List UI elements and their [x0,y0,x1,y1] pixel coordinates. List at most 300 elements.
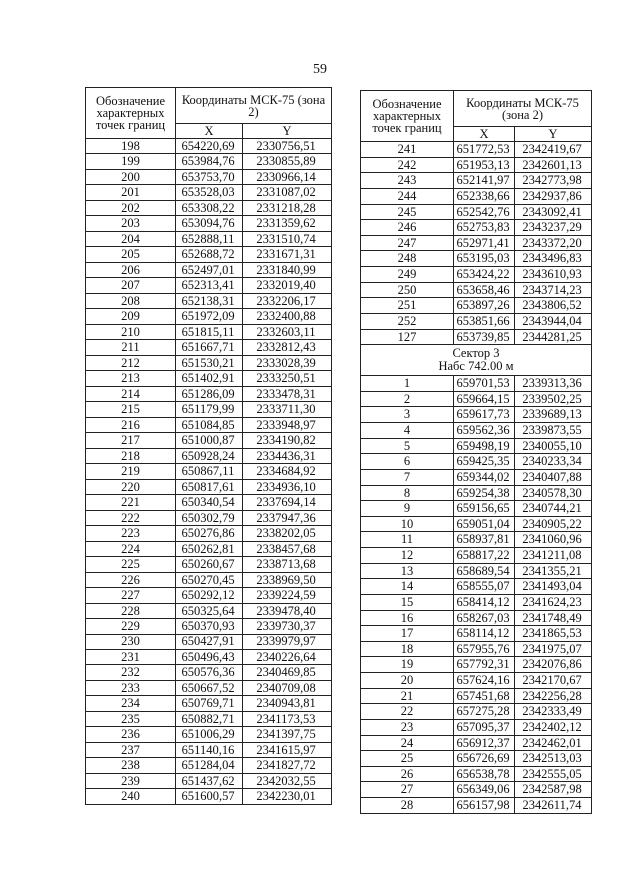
x-cell: 657451,68 [454,688,515,704]
y-cell: 2339689,13 [515,407,592,423]
point-id-cell: 3 [361,407,454,423]
y-cell: 2339979,97 [243,634,332,649]
point-id-cell: 28 [361,798,454,814]
point-id-cell: 20 [361,673,454,689]
table-row [86,247,332,262]
y-cell: 2343610,93 [515,267,592,283]
point-id-cell: 17 [361,626,454,642]
point-id-cell: 211 [86,340,176,355]
table-row [86,262,332,277]
x-cell: 653528,03 [176,185,243,200]
table-row [86,510,332,525]
y-cell: 2342333,49 [515,704,592,720]
x-cell: 652971,41 [454,235,515,251]
x-cell: 658414,12 [454,594,515,610]
table-row [86,696,332,711]
point-id-cell: 208 [86,293,176,308]
y-cell: 2339313,36 [515,376,592,392]
x-cell: 650667,52 [176,680,243,695]
y-cell: 2334684,92 [243,464,332,479]
x-cell: 650867,11 [176,464,243,479]
x-cell: 659344,02 [454,469,515,485]
y-cell: 2332603,11 [243,324,332,339]
y-cell: 2341397,75 [243,727,332,742]
point-id-cell: 210 [86,324,176,339]
y-cell: 2342032,55 [243,773,332,788]
y-cell: 2330855,89 [243,154,332,169]
x-cell: 659156,65 [454,501,515,517]
table-row [361,719,592,735]
y-cell: 2342555,05 [515,766,592,782]
x-cell: 657955,76 [454,641,515,657]
table-row [361,751,592,767]
point-id-cell: 252 [361,313,454,329]
x-cell: 650576,36 [176,665,243,680]
y-cell: 2341060,96 [515,532,592,548]
table-row [361,188,592,204]
point-id-cell: 6 [361,454,454,470]
table-row [361,391,592,407]
table-row [86,727,332,742]
table-row [361,267,592,283]
point-id-cell: 213 [86,371,176,386]
y-cell: 2341615,97 [243,742,332,757]
point-id-cell: 219 [86,464,176,479]
point-id-cell: 16 [361,610,454,626]
point-id-cell: 231 [86,649,176,664]
table-row [86,464,332,479]
table-row [86,758,332,773]
table-row [361,688,592,704]
x-cell: 653753,70 [176,169,243,184]
point-id-cell: 204 [86,231,176,246]
table-row [361,220,592,236]
x-cell: 651179,99 [176,402,243,417]
x-cell: 659425,35 [454,454,515,470]
table-row [361,798,592,814]
x-cell: 658689,54 [454,563,515,579]
y-cell: 2340709,08 [243,680,332,695]
x-cell: 652313,41 [176,278,243,293]
designation-header: Обозначение характерных точек границ [86,88,176,139]
x-cell: 651140,16 [176,742,243,757]
table-row [86,309,332,324]
point-id-cell: 223 [86,526,176,541]
y-cell: 2342773,98 [515,173,592,189]
table-row [86,572,332,587]
sector-name: Сектор 3 [452,346,500,361]
point-id-cell: 217 [86,433,176,448]
x-cell: 651667,71 [176,340,243,355]
point-id-cell: 242 [361,157,454,173]
point-id-cell: 202 [86,200,176,215]
x-cell: 651953,13 [454,157,515,173]
point-id-cell: 232 [86,665,176,680]
y-cell: 2342256,28 [515,688,592,704]
y-cell: 2333028,39 [243,355,332,370]
x-cell: 652753,83 [454,220,515,236]
y-cell: 2344281,25 [515,329,592,345]
point-id-cell: 11 [361,532,454,548]
table-row [86,154,332,169]
x-cell: 659254,38 [454,485,515,501]
x-cell: 651972,09 [176,309,243,324]
x-cell: 652688,72 [176,247,243,262]
point-id-cell: 248 [361,251,454,267]
x-cell: 650302,79 [176,510,243,525]
x-cell: 656726,69 [454,751,515,767]
x-cell: 652138,31 [176,293,243,308]
y-cell: 2341173,53 [243,711,332,726]
table-row [86,185,332,200]
point-id-cell: 1 [361,376,454,392]
right-table-body-bottom [361,376,592,814]
table-row [86,433,332,448]
y-cell: 2332206,17 [243,293,332,308]
y-cell: 2334190,82 [243,433,332,448]
point-id-cell: 250 [361,282,454,298]
x-cell: 653658,46 [454,282,515,298]
x-cell: 659051,04 [454,516,515,532]
point-id-cell: 225 [86,557,176,572]
coordinates-header: Координаты МСК-75 (зона 2) [454,91,592,127]
x-cell: 653308,22 [176,200,243,215]
point-id-cell: 251 [361,298,454,314]
point-id-cell: 5 [361,438,454,454]
y-cell: 2340905,22 [515,516,592,532]
table-row [361,579,592,595]
point-id-cell: 12 [361,548,454,564]
point-id-cell: 2 [361,391,454,407]
point-id-cell: 233 [86,680,176,695]
x-cell: 656912,37 [454,735,515,751]
table-row [361,376,592,392]
point-id-cell: 224 [86,541,176,556]
y-cell: 2332400,88 [243,309,332,324]
x-cell: 656157,98 [454,798,515,814]
x-cell: 651530,21 [176,355,243,370]
x-cell: 651000,87 [176,433,243,448]
x-cell: 659498,19 [454,438,515,454]
y-cell: 2338713,68 [243,557,332,572]
x-cell: 659617,73 [454,407,515,423]
table-row [361,204,592,220]
x-cell: 658114,12 [454,626,515,642]
x-header: X [454,127,515,142]
x-cell: 652338,66 [454,188,515,204]
point-id-cell: 19 [361,657,454,673]
point-id-cell: 201 [86,185,176,200]
table-row [86,216,332,231]
table-row [86,479,332,494]
y-cell: 2343714,23 [515,282,592,298]
point-id-cell: 238 [86,758,176,773]
point-id-cell: 239 [86,773,176,788]
y-cell: 2333711,30 [243,402,332,417]
table-row [361,142,592,158]
y-cell: 2331218,28 [243,200,332,215]
table-row [361,516,592,532]
point-id-cell: 226 [86,572,176,587]
y-cell: 2340407,88 [515,469,592,485]
y-cell: 2332812,43 [243,340,332,355]
table-row [361,298,592,314]
x-header: X [176,124,243,139]
x-cell: 653897,26 [454,298,515,314]
x-cell: 652497,01 [176,262,243,277]
table-row [86,588,332,603]
coordinates-table-right [360,90,592,814]
x-cell: 650882,71 [176,711,243,726]
y-cell: 2343496,83 [515,251,592,267]
y-cell: 2339873,55 [515,423,592,439]
point-id-cell: 229 [86,619,176,634]
y-cell: 2343237,29 [515,220,592,236]
table-row [86,340,332,355]
y-cell: 2339478,40 [243,603,332,618]
table-row [361,469,592,485]
x-cell: 653739,85 [454,329,515,345]
point-id-cell: 21 [361,688,454,704]
y-cell: 2340233,34 [515,454,592,470]
x-cell: 652888,11 [176,231,243,246]
point-id-cell: 234 [86,696,176,711]
point-id-cell: 127 [361,329,454,345]
y-cell: 2334436,31 [243,448,332,463]
point-id-cell: 9 [361,501,454,517]
table-row [361,454,592,470]
table-row [86,324,332,339]
y-cell: 2342937,86 [515,188,592,204]
point-id-cell: 221 [86,495,176,510]
y-cell: 2343372,20 [515,235,592,251]
x-cell: 651437,62 [176,773,243,788]
table-row [86,557,332,572]
x-cell: 657624,16 [454,673,515,689]
point-id-cell: 203 [86,216,176,231]
table-row [361,657,592,673]
point-id-cell: 246 [361,220,454,236]
table-row [86,541,332,556]
table-row [86,169,332,184]
table-row [361,563,592,579]
x-cell: 651006,29 [176,727,243,742]
point-id-cell: 198 [86,139,176,154]
y-cell: 2339224,59 [243,588,332,603]
y-cell: 2342076,86 [515,657,592,673]
table-row [86,495,332,510]
y-cell: 2341624,23 [515,594,592,610]
table-row [86,649,332,664]
point-id-cell: 214 [86,386,176,401]
x-cell: 651815,11 [176,324,243,339]
x-cell: 650769,71 [176,696,243,711]
y-cell: 2337947,36 [243,510,332,525]
table-row [86,634,332,649]
y-cell: 2338202,05 [243,526,332,541]
y-cell: 2343806,52 [515,298,592,314]
x-cell: 650325,64 [176,603,243,618]
table-row [361,157,592,173]
table-row [86,293,332,308]
y-cell: 2333250,51 [243,371,332,386]
table-row [86,278,332,293]
x-cell: 651772,53 [454,142,515,158]
point-id-cell: 220 [86,479,176,494]
y-cell: 2341211,08 [515,548,592,564]
table-row [361,594,592,610]
right-table-body-top [361,142,592,345]
x-cell: 650262,81 [176,541,243,556]
table-row [361,313,592,329]
x-cell: 658267,03 [454,610,515,626]
point-id-cell: 13 [361,563,454,579]
x-cell: 652141,97 [454,173,515,189]
point-id-cell: 235 [86,711,176,726]
x-cell: 650270,45 [176,572,243,587]
point-id-cell: 244 [361,188,454,204]
point-id-cell: 26 [361,766,454,782]
x-cell: 659562,36 [454,423,515,439]
point-id-cell: 8 [361,485,454,501]
x-cell: 651084,85 [176,417,243,432]
point-id-cell: 27 [361,782,454,798]
coordinates-table-left [85,87,332,805]
table-row [361,282,592,298]
x-cell: 653424,22 [454,267,515,283]
y-cell: 2342611,74 [515,798,592,814]
point-id-cell: 205 [86,247,176,262]
page-number: 59 [313,62,327,77]
table-row [86,665,332,680]
x-cell: 658817,22 [454,548,515,564]
x-cell: 653984,76 [176,154,243,169]
y-cell: 2331087,02 [243,185,332,200]
table-row [361,704,592,720]
y-cell: 2342513,03 [515,751,592,767]
table-row [361,423,592,439]
x-cell: 658937,81 [454,532,515,548]
y-cell: 2331510,74 [243,231,332,246]
point-id-cell: 240 [86,789,176,804]
y-cell: 2342587,98 [515,782,592,798]
point-id-cell: 24 [361,735,454,751]
y-cell: 2341748,49 [515,610,592,626]
table-row [86,417,332,432]
table-row [86,526,332,541]
table-row [361,173,592,189]
point-id-cell: 22 [361,704,454,720]
point-id-cell: 230 [86,634,176,649]
table-row [361,610,592,626]
x-cell: 651402,91 [176,371,243,386]
y-cell: 2341975,07 [515,641,592,657]
x-cell: 654220,69 [176,139,243,154]
table-row [86,742,332,757]
table-row [86,371,332,386]
table-row [361,438,592,454]
x-cell: 653094,76 [176,216,243,231]
y-header: Y [515,127,592,142]
y-cell: 2331840,99 [243,262,332,277]
x-cell: 657095,37 [454,719,515,735]
point-id-cell: 241 [361,142,454,158]
point-id-cell: 15 [361,594,454,610]
x-cell: 650817,61 [176,479,243,494]
y-cell: 2331359,62 [243,216,332,231]
x-cell: 657275,28 [454,704,515,720]
y-cell: 2340578,30 [515,485,592,501]
y-cell: 2330756,51 [243,139,332,154]
table-row [361,641,592,657]
y-cell: 2340226,64 [243,649,332,664]
table-row [86,789,332,804]
table-row [86,200,332,215]
y-cell: 2341355,21 [515,563,592,579]
y-cell: 2342419,67 [515,142,592,158]
table-row [361,251,592,267]
y-cell: 2340055,10 [515,438,592,454]
point-id-cell: 228 [86,603,176,618]
y-cell: 2337694,14 [243,495,332,510]
x-cell: 653195,03 [454,251,515,267]
y-cell: 2339502,25 [515,391,592,407]
point-id-cell: 18 [361,641,454,657]
y-header: Y [243,124,332,139]
point-id-cell: 23 [361,719,454,735]
point-id-cell: 249 [361,267,454,283]
point-id-cell: 14 [361,579,454,595]
table-row [86,355,332,370]
table-row [361,532,592,548]
table-row [86,402,332,417]
y-cell: 2332019,40 [243,278,332,293]
x-cell: 659701,53 [454,376,515,392]
y-cell: 2334936,10 [243,479,332,494]
table-row [86,773,332,788]
x-cell: 659664,15 [454,391,515,407]
table-row [86,619,332,634]
x-cell: 658555,07 [454,579,515,595]
y-cell: 2342601,13 [515,157,592,173]
point-id-cell: 227 [86,588,176,603]
y-cell: 2343092,41 [515,204,592,220]
point-id-cell: 206 [86,262,176,277]
sector-height: Набс 742.00 м [438,359,514,374]
point-id-cell: 212 [86,355,176,370]
point-id-cell: 243 [361,173,454,189]
table-row [361,501,592,517]
point-id-cell: 10 [361,516,454,532]
sector-section [361,345,592,376]
y-cell: 2330966,14 [243,169,332,184]
table-row [361,626,592,642]
x-cell: 653851,66 [454,313,515,329]
y-cell: 2339730,37 [243,619,332,634]
y-cell: 2343944,04 [515,313,592,329]
coordinates-header: Координаты МСК-75 (зона 2) [176,88,332,124]
point-id-cell: 216 [86,417,176,432]
point-id-cell: 215 [86,402,176,417]
point-id-cell: 207 [86,278,176,293]
table-row [361,782,592,798]
table-row [361,485,592,501]
y-cell: 2342462,01 [515,735,592,751]
table-row [86,680,332,695]
table-row [86,231,332,246]
x-cell: 650496,43 [176,649,243,664]
point-id-cell: 199 [86,154,176,169]
